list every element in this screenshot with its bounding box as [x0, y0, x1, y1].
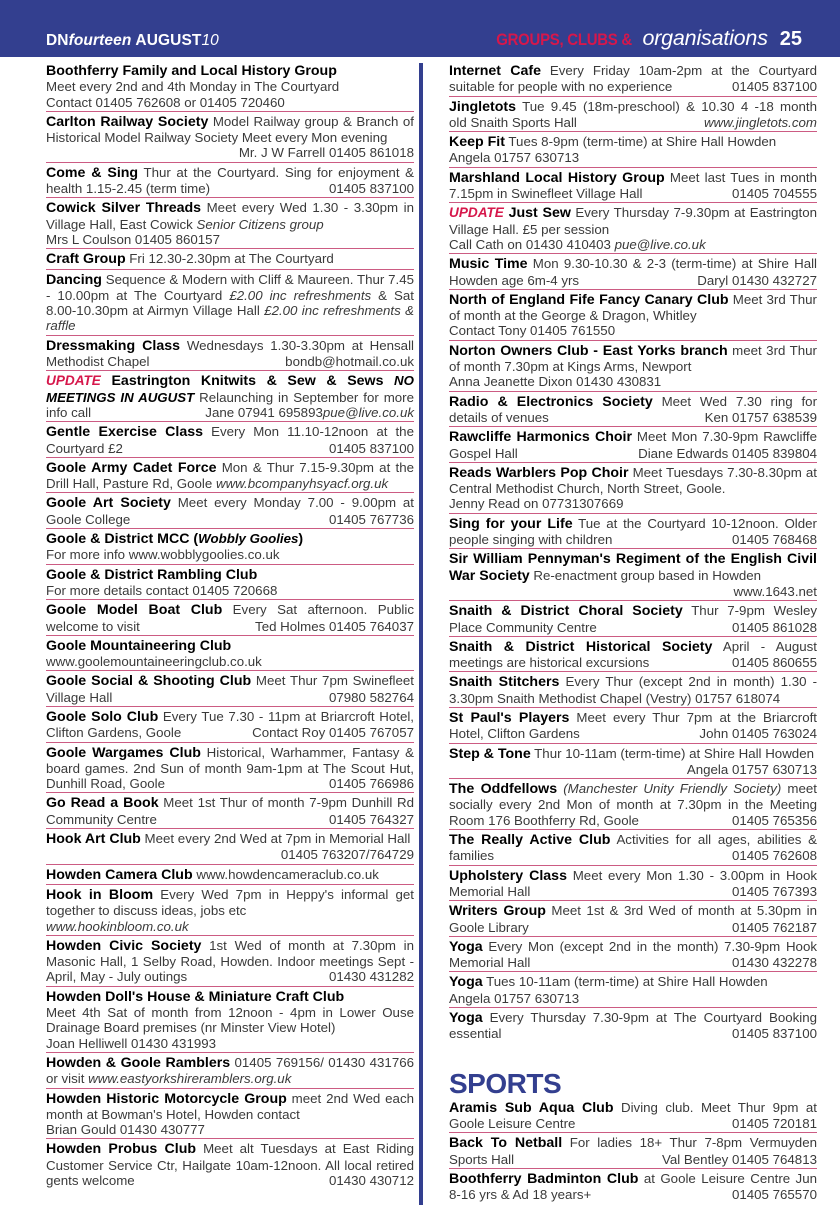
- entry-title: St Paul's Players: [449, 709, 570, 726]
- list-item: [46, 638, 414, 672]
- list-item: [46, 338, 414, 372]
- entry-title: Snaith Stitchers: [449, 674, 560, 691]
- entry-detail: Relaunching in September for more info call: [46, 389, 415, 420]
- entry-title: The Really Active Club: [449, 832, 611, 849]
- entry-contact: Val Bentley 01405 764813: [661, 1151, 817, 1167]
- entry-title-end: ): [298, 531, 304, 548]
- list-item: [449, 205, 817, 254]
- right-column: [449, 63, 817, 1205]
- list-item: [46, 602, 414, 636]
- entry-title: Come & Sing: [46, 164, 139, 181]
- issue-identifier: [46, 32, 219, 50]
- entry-detail: 1st Wed of month at 7.30pm in Masonic Hall, 1 Selby Road, Howden. Indoor meetings Sept - April, May - July outings: [46, 937, 414, 985]
- entry-contact: 01405 766986: [328, 776, 414, 792]
- entry-detail: 01405 769156/ 01430 431766 or visit: [46, 1054, 415, 1087]
- entry-contact: 01405 765570: [731, 1187, 817, 1203]
- entry-contact: 01405 720181: [731, 1115, 817, 1131]
- list-item: [449, 516, 817, 550]
- entry-website: www.1643.net: [733, 583, 817, 599]
- entry-detail-italic: Senior Citizens group: [196, 216, 324, 232]
- list-item: [449, 868, 817, 902]
- entry-detail: Every Friday 10am-2pm at the Courtyard suitable for people with no experience: [449, 63, 817, 95]
- entry-contact-text: Call Cath on 01430 410403: [449, 236, 615, 252]
- entry-title: Howden & Goole Ramblers: [46, 1054, 231, 1071]
- entry-title: Howden Doll's House & Miniature Craft Club: [46, 988, 345, 1005]
- entry-detail: Meet every Mon 1.30 - 3.00pm in Hook Memorial Hall: [449, 867, 818, 899]
- entry-detail: Meet 3rd Thur of month at the George & Dragon, Whitley: [449, 291, 817, 324]
- entry-title: Gentle Exercise Class: [46, 424, 204, 441]
- entry-contact: 01405 704555: [731, 186, 817, 202]
- entry-detail: Every Mon 11.10-12noon at the Courtyard £2: [46, 424, 414, 456]
- entry-contact: 01405 768468: [731, 532, 817, 548]
- entry-contact: 01405 837100: [731, 1026, 817, 1042]
- entry-contact: 01405 837100: [731, 79, 817, 95]
- list-item: [46, 867, 414, 885]
- list-item: [449, 603, 817, 637]
- entry-detail: Meet alt Tuesdays at East Riding Customer Service Ctr, Hailgate 10am-12noon. All local retired gents welcome: [46, 1141, 415, 1188]
- entry-title: Dancing: [46, 271, 102, 288]
- entry-detail: Tues 8-9pm (term-time) at Shire Hall Howden: [504, 134, 777, 150]
- entry-contact: 01405 861028: [731, 619, 817, 635]
- entry-website: www.eastyorkshireramblers.org.uk: [88, 1071, 292, 1087]
- entry-contact: Daryl 01430 432727: [697, 272, 817, 288]
- entry-detail: Activities for all ages, abilities & families: [449, 832, 817, 864]
- entry-detail: Every Thursday 7-9.30pm at Eastrington Village Hall. £5 per session: [449, 205, 817, 237]
- entry-title: Jingletots: [449, 98, 517, 115]
- entry-title: Internet Cafe: [449, 63, 541, 79]
- entry-title: Writers Group: [449, 903, 546, 920]
- list-item: [46, 63, 414, 112]
- entry-website: www.goolemountaineeringclub.co.uk: [46, 654, 262, 670]
- entry-contact: For more details contact 01405 720668: [46, 582, 278, 598]
- list-item: [449, 710, 817, 744]
- list-item: [46, 795, 414, 829]
- entry-detail: Thur at the Courtyard. Sing for enjoyment & health 1.15-2.45 (term time): [46, 164, 414, 197]
- entry-detail: Wednesdays 1.30-3.30pm at Hensall Methodist Chapel: [46, 337, 414, 370]
- list-item: [449, 170, 817, 204]
- entry-contact: 07980 582764: [328, 689, 414, 705]
- entry-contact: Jenny Read on 07731307669: [449, 496, 624, 512]
- entry-detail: Meet every Thur 7pm at the Briarcroft Hotel, Clifton Gardens: [449, 709, 817, 742]
- entry-title: Goole & District MCC (: [46, 531, 199, 548]
- entry-contact: 01405 764327: [328, 811, 414, 827]
- entry-detail: Meet Wed 7.30 ring for details of venues: [449, 393, 818, 425]
- entry-detail: April - August meetings are historical excursions: [449, 638, 817, 671]
- entry-contact: [449, 237, 817, 252]
- entry-emphasis: NO MEETINGS IN AUGUST: [46, 373, 414, 405]
- entry-detail: Meet last Tues in month 7.15pm in Swinefleet Village Hall: [449, 169, 817, 202]
- entry-detail: Re-enactment group based in Howden: [529, 567, 762, 583]
- entry-detail: Every Tue 7.30 - 11pm at Briarcroft Hotel, Clifton Gardens, Goole: [46, 708, 414, 741]
- entry-contact: Jane 07941 695893: [205, 404, 323, 420]
- list-item: [46, 114, 414, 163]
- section-header: [487, 26, 802, 51]
- entry-title: Just Sew: [503, 205, 571, 222]
- entry-title: Marshland Local History Group: [449, 169, 665, 186]
- list-item: [46, 531, 414, 565]
- entry-detail-2: & Sat 8.00-10.30pm at Airmyn Village Hall: [46, 287, 414, 319]
- entry-contact: 01405 762608: [731, 848, 817, 864]
- entry-detail: Tue at the Courtyard 10-12noon. Older people singing with children: [449, 515, 817, 548]
- entry-email: pue@live.co.uk: [614, 236, 706, 252]
- entry-title: Hook in Bloom: [46, 886, 154, 903]
- entry-title: Dressmaking Class: [46, 337, 181, 354]
- list-item: [46, 567, 414, 601]
- entry-contact: 01405 837100: [328, 440, 414, 456]
- entry-title: Reads Warblers Pop Choir: [449, 464, 629, 481]
- entry-detail: Mon 9.30-10.30 & 2-3 (term-time) at Shire Hall Howden age 6m-4 yrs: [449, 256, 817, 288]
- list-item: [46, 165, 414, 199]
- list-item: [46, 1091, 414, 1140]
- entry-title: Eastrington Knitwits & Sew & Sews: [100, 373, 395, 390]
- entry-contact: 01405 765356: [731, 812, 817, 828]
- entry-detail: Fri 12.30-2.30pm at The Courtyard: [125, 251, 334, 267]
- entry-title: Goole Art Society: [46, 495, 171, 512]
- entry-detail: Thur 7-9pm Wesley Place Community Centre: [449, 603, 817, 635]
- entry-detail: Sequence & Modern with Cliff & Maureen. Thur 7.45 - 10.00pm at The Courtyard: [46, 271, 414, 303]
- entry-title: Goole Solo Club: [46, 708, 159, 725]
- entry-detail: Meet Thur 7pm Swinefleet Village Hall: [46, 673, 414, 705]
- list-item: [46, 200, 414, 249]
- list-item: [449, 292, 817, 341]
- entry-title: Howden Civic Society: [46, 937, 202, 954]
- entry-title: Step & Tone: [449, 745, 531, 762]
- entry-detail: Every Mon (except 2nd in the month) 7.30-9pm Hook Memorial Hall: [449, 938, 817, 971]
- entry-title: Upholstery Class: [449, 867, 567, 884]
- entry-title: Goole Army Cadet Force: [46, 459, 217, 476]
- entry-title: Aramis Sub Aqua Club: [449, 1099, 614, 1116]
- entry-website: www.bcompanyhsyacf.org.uk: [215, 476, 389, 492]
- entry-detail: Thur 10-11am (term-time) at Shire Hall Howden: [530, 745, 814, 761]
- entry-title: Craft Group: [46, 251, 126, 268]
- entry-title: Boothferry Family and Local History Group: [46, 63, 337, 79]
- entry-detail: Every Sat afternoon. Public welcome to visit: [46, 602, 414, 634]
- list-item: [449, 465, 817, 514]
- list-item: [449, 1100, 817, 1134]
- entry-title: Howden Camera Club: [46, 866, 193, 883]
- page-body: [0, 57, 840, 1205]
- entry-detail: Meet Tuesdays 7.30-8.30pm at Central Methodist Church, North Street, Goole.: [449, 464, 817, 497]
- entry-detail: Diving club. Meet Thur 9pm at Goole Leisure Centre: [449, 1099, 817, 1131]
- list-item: [449, 832, 817, 866]
- publication-initials: DN: [46, 32, 69, 49]
- entry-contact: Mr. J W Farrell 01405 861018: [238, 145, 414, 161]
- entry-contact: 01430 431282: [328, 969, 414, 985]
- entry-detail-italic-2: £2.00 inc refreshments & raffle: [46, 303, 414, 334]
- entry-detail: Meet 1st Thur of month 7-9pm Dunhill Rd Community Centre: [46, 795, 414, 827]
- entry-title: Music Time: [449, 256, 528, 273]
- issue-word: fourteen: [68, 32, 132, 49]
- entry-detail: Model Railway group & Branch of Historical Model Railway Society Meet every Mon evening: [46, 113, 414, 146]
- list-item: [46, 831, 414, 865]
- entry-title: Hook Art Club: [46, 831, 141, 848]
- entry-detail: Tue 9.45 (18m-preschool) & 10.30 4 -18 month old Snaith Sports Hall: [449, 98, 817, 130]
- entry-contact: Anna Jeanette Dixon 01430 430831: [449, 374, 662, 390]
- entry-title: Radio & Electronics Society: [449, 393, 653, 410]
- entry-title: North of England Fife Fancy Canary Club: [449, 291, 729, 308]
- list-item: [449, 256, 817, 290]
- issue-year: 10: [201, 32, 219, 49]
- entry-contact: Contact 01405 762608 or 01405 720460: [46, 94, 285, 110]
- entry-contact: Angela 01757 630713: [449, 150, 580, 166]
- entry-contact: Angela 01757 630713: [449, 990, 580, 1006]
- entry-title: Yoga: [449, 938, 483, 955]
- list-item: [449, 99, 817, 133]
- entry-contact: 01405 767393: [731, 883, 817, 899]
- entry-detail: For ladies 18+ Thur 7-8pm Vermuyden Sports Hall: [449, 1135, 817, 1167]
- entry-title: Keep Fit: [449, 134, 505, 151]
- entry-contact: 01405 837100: [328, 181, 414, 197]
- entry-title: Carlton Railway Society: [46, 113, 209, 130]
- list-item: [46, 709, 414, 743]
- entry-contact: Ted Holmes 01405 764037: [255, 618, 414, 634]
- entry-subtitle: (Manchester Unity Friendly Society): [557, 781, 782, 797]
- list-item: [46, 673, 414, 707]
- list-item: [449, 343, 817, 392]
- list-item: [46, 1055, 414, 1089]
- entry-contact: Contact Roy 01405 767057: [252, 725, 414, 741]
- entry-emphasis: Wobbly Goolies: [198, 531, 299, 547]
- entry-detail: Meet 1st & 3rd Wed of month at 5.30pm in Goole Library: [449, 903, 817, 935]
- entry-contact: Ken 01757 638539: [704, 409, 817, 425]
- list-item: [449, 134, 817, 168]
- entry-title: Goole Wargames Club: [46, 744, 201, 761]
- list-item: [46, 272, 414, 336]
- entry-website: www.howdencameraclub.co.uk: [192, 866, 379, 882]
- entry-contact: 01405 860655: [731, 655, 817, 671]
- entry-contact-italic: pue@live.co.uk: [322, 404, 414, 420]
- entry-contact: 01430 430712: [328, 1173, 414, 1188]
- list-item: [46, 460, 414, 494]
- entry-title: Goole Social & Shooting Club: [46, 673, 252, 690]
- entry-detail: Meet Mon 7.30-9pm Rawcliffe Gospel Hall: [449, 429, 817, 461]
- list-item: [449, 63, 817, 97]
- list-item: [46, 424, 414, 458]
- entry-contact: 01405 767736: [328, 511, 414, 527]
- entry-title: Sing for your Life: [449, 515, 573, 532]
- list-item: [449, 746, 817, 780]
- entry-contact: For more info www.wobblygoolies.co.uk: [46, 547, 280, 563]
- entry-title: Rawcliffe Harmonics Choir: [449, 429, 632, 446]
- update-badge: UPDATE: [449, 205, 504, 221]
- entry-title: Yoga: [449, 1010, 483, 1027]
- entry-contact: Brian Gould 01430 430777: [46, 1122, 205, 1138]
- entry-title: Sir William Pennyman's Regiment of the English Civil War Society: [449, 551, 817, 584]
- list-item: [449, 974, 817, 1008]
- list-item: [449, 639, 817, 673]
- entry-detail: Tues 10-11am (term-time) at Shire Hall Howden: [482, 974, 768, 990]
- list-item: [449, 674, 817, 708]
- entry-title: Snaith & District Historical Society: [449, 638, 713, 655]
- section-header-white: organisations: [642, 26, 768, 50]
- list-item: [46, 938, 414, 987]
- list-item: [46, 989, 414, 1053]
- list-item: [449, 1010, 817, 1043]
- entry-detail: Meet 4th Sat of month from 12noon - 4pm in Lower Ouse Drainage Board premises (nr Minster View Hotel): [46, 1005, 414, 1036]
- entry-title: Goole Mountaineering Club: [46, 637, 232, 654]
- entry-website: www.hookinbloom.co.uk: [46, 918, 189, 934]
- page-number: 25: [779, 28, 802, 50]
- list-item: [46, 1141, 414, 1189]
- entry-title: Snaith & District Choral Society: [449, 603, 683, 620]
- entry-title: Yoga: [449, 974, 483, 991]
- list-item: [449, 1135, 817, 1169]
- list-item: [46, 745, 414, 794]
- entry-contact: 01405 762187: [731, 919, 817, 935]
- entry-contact: bondb@hotmail.co.uk: [285, 354, 414, 370]
- list-item: [449, 429, 817, 463]
- entry-detail: Meet every Wed 1.30 - 3.30pm in Village Hall, East Cowick: [46, 200, 414, 232]
- entry-contact: John 01405 763024: [699, 726, 817, 742]
- entry-detail: Every Thur (except 2nd in month) 1.30 - 3.30pm Snaith Methodist Chapel (Vestry) 01757 618074: [449, 674, 817, 706]
- entry-contact: 01430 432278: [731, 955, 817, 971]
- entry-detail: Mon & Thur 7.15-9.30pm at the Drill Hall, Pasture Rd, Goole: [46, 459, 414, 492]
- entry-contact: Mrs L Coulson 01405 860157: [46, 231, 220, 247]
- entry-contact: Contact Tony 01405 761550: [449, 323, 616, 339]
- entry-contact: Diane Edwards 01405 839804: [638, 445, 817, 461]
- entry-website: www.jingletots.com: [703, 114, 817, 130]
- entry-detail: meet 3rd Thur of month 7.30pm at Kings Arms, Newport: [449, 342, 817, 375]
- left-column: [46, 63, 414, 1191]
- entry-title: Goole Model Boat Club: [46, 602, 223, 619]
- entry-title: Back To Netball: [449, 1135, 563, 1152]
- entry-detail: Every Wed 7pm in Heppy's informal get together to discuss ideas, jobs etc: [46, 886, 414, 919]
- entry-contact: 01405 763207/764729: [280, 847, 414, 863]
- list-item: [46, 251, 414, 269]
- entry-title: Howden Probus Club: [46, 1141, 197, 1158]
- entry-detail: Meet every Monday 7.00 - 9.00pm at Goole College: [46, 495, 415, 527]
- list-item: [449, 1171, 817, 1204]
- entry-detail: Historical, Warhammer, Fantasy & board games. 2nd Sun of month 9am-1pm at The Scout Hut, Dunhill Road, Goole: [46, 744, 414, 792]
- entry-contact: Joan Helliwell 01430 431993: [46, 1035, 217, 1051]
- entry-title: The Oddfellows: [449, 781, 558, 798]
- entry-title: Howden Historic Motorcycle Group: [46, 1090, 287, 1107]
- entry-title: Boothferry Badminton Club: [449, 1170, 639, 1187]
- entry-detail-italic: £2.00 inc refreshments: [229, 287, 372, 303]
- entry-title: Norton Owners Club - East Yorks branch: [449, 342, 728, 359]
- list-item: [449, 394, 817, 428]
- entry-title: Goole & District Rambling Club: [46, 566, 258, 583]
- list-item: [449, 551, 817, 601]
- section-header-red: GROUPS, CLUBS &: [496, 30, 633, 49]
- list-item: [449, 903, 817, 937]
- list-item: [46, 495, 414, 529]
- sports-section-heading: SPORTS: [449, 1067, 562, 1099]
- list-item: [46, 373, 414, 422]
- issue-month: AUGUST: [135, 32, 202, 49]
- list-item: [449, 939, 817, 973]
- entry-detail: meet 2nd Wed each month at Bowman's Hotel, Howden contact: [46, 1090, 414, 1122]
- page-masthead: [0, 0, 840, 57]
- entry-detail: at Goole Leisure Centre Jun 8-16 yrs & Ad 18 years+: [449, 1170, 817, 1203]
- entry-detail: Meet every 2nd and 4th Monday in The Courtyard: [46, 79, 340, 95]
- entry-detail: meet socially every 2nd Mon of month at 7.30pm in the Meeting Room 176 Boothferry Rd, Goole: [449, 781, 817, 828]
- two-column-layout: [0, 57, 840, 1205]
- entry-contact: Angela 01757 630713: [686, 761, 817, 777]
- list-item: [449, 781, 817, 830]
- update-badge: UPDATE: [46, 373, 101, 389]
- entry-detail: Meet every 2nd Wed at 7pm in Memorial Hall: [140, 831, 411, 847]
- column-divider: [419, 63, 423, 1205]
- entry-detail: Every Thursday 7.30-9pm at The Courtyard Booking essential: [449, 1010, 817, 1042]
- entry-title: Cowick Silver Threads: [46, 200, 202, 217]
- entry-title: Go Read a Book: [46, 795, 159, 812]
- list-item: [46, 887, 414, 936]
